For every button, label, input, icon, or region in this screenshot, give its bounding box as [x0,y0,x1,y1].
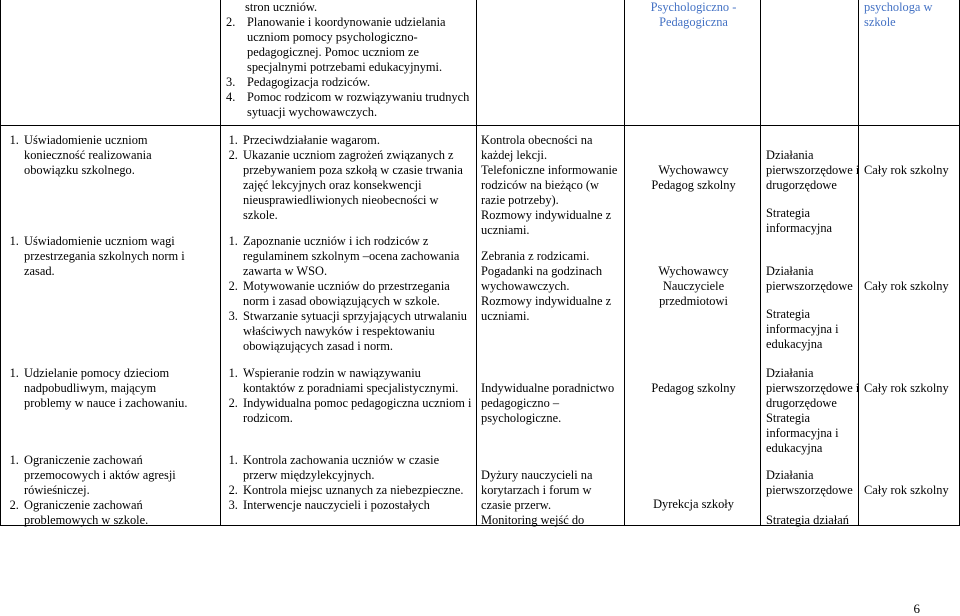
row-divider [0,125,960,126]
forms-cell: Działania pierwszorzędowe Strategia działań [766,468,853,527]
list-item: 1. Udzielanie pomocy dzieciom nadpobudliwym, mającym problemy w nauce i zachowaniu. [22,366,205,411]
responsible-cell: Wychowawcy Nauczyciele przedmiotowi [658,264,729,308]
top-tasks-cell [224,0,476,120]
methods-cell: Indywidualne poradnictwo pedagogiczno – psychologiczne. [481,381,615,425]
list-item: 1. Uświadomienie uczniom konieczność realizowania obowiązku szkolnego. [22,133,205,178]
tasks-cell [224,366,476,426]
term-cell: Cały rok szkolny [864,279,949,293]
forms-cell: Działania pierwszorzędowe i drugorzędowe Strategia informacyjna i edukacyjna [766,366,860,455]
table-border-left [0,0,1,525]
tasks-cell [224,234,476,354]
list-item: 2. Motywowanie uczniów do przestrzegania norm i zasad obowiązujących w szkole. [241,279,476,309]
list-item: 2. Planowanie i koordynowanie udzielania uczniom pomocy psychologiczno-pedagogicznej. Pomoc uczniom ze specjalnymi potrzebami edukacyjnymi. [226,15,446,74]
list-item: 1. Zapoznanie uczniów i ich rodziców z regulaminem szkolnym –ocena zachowania zawarta w WSO. [241,234,476,279]
list-item: 1. Kontrola zachowania uczniów w czasie przerw międzylekcyjnych. [241,453,476,483]
top-form-cell: Psychologiczno - Pedagogiczna [650,0,737,29]
responsible-cell: Dyrekcja szkoły [653,497,734,511]
goals-cell [5,133,205,178]
term-cell: Cały rok szkolny [864,483,949,497]
forms-cell: Działania pierwszorzędowe Strategia informacyjna i edukacyjna [766,264,853,351]
list-item: 3. Stwarzanie sytuacji sprzyjających utrwalaniu właściwych nawyków i respektowaniu obowiązujących zasad i norm. [241,309,476,354]
list-item: 1. Ograniczenie zachowań przemocowych i aktów agresji rówieśniczej. [22,453,205,498]
list-item: 1. Wspieranie rodzin w nawiązywaniu kontaktów z poradniami specjalistycznymi. [241,366,476,396]
top-term-cell: psychologa w szkole [864,0,933,29]
forms-cell: Działania pierwszorzędowe i drugorzędowe Strategia informacyjna [766,148,860,235]
methods-cell: Dyżury nauczycieli na korytarzach i forum w czasie przerw. Monitoring wejść do [481,468,593,527]
column-divider [760,0,761,525]
top-task-list [224,15,476,120]
methods-cell: Zebrania z rodzicami. Pogadanki na godzinach wychowawczych. Rozmowy indywidualne z uczniami. [481,249,612,323]
methods-cell: Kontrola obecności na każdej lekcji. Telefoniczne informowanie rodziców na bieżąco (w razie potrzeby). Rozmowy indywidualne z uczniami. [481,133,618,237]
term-cell: Cały rok szkolny [864,163,949,177]
page-number: 6 [913,601,920,616]
term-cell: Cały rok szkolny [864,381,949,395]
goals-cell [5,366,205,411]
list-item: 3. Pedagogizacja rodziców. [226,75,371,89]
list-item: 2. Ograniczenie zachowań problemowych w szkole. [22,498,205,528]
goals-cell [5,453,205,528]
list-item: 2. Indywidualna pomoc pedagogiczna uczniom i rodzicom. [241,396,476,426]
list-item: 1. Uświadomienie uczniom wagi przestrzegania szkolnych norm i zasad. [22,234,205,279]
tasks-cell [224,133,476,223]
column-divider [220,0,221,525]
goals-cell [5,234,205,279]
list-item: 2. Kontrola miejsc uznanych za niebezpieczne. [241,483,476,498]
responsible-cell: Pedagog szkolny [651,381,736,395]
list-item: 1. Przeciwdziałanie wagarom. [241,133,476,148]
tasks-cell [224,453,476,513]
responsible-cell: Wychowawcy Pedagog szkolny [651,163,736,192]
task-text: stron uczniów. [245,0,318,14]
list-item: 4. Pomoc rodzicom w rozwiązywaniu trudnych sytuacji wychowawczych. [226,90,470,119]
column-divider [624,0,625,525]
list-item: 3. Interwencje nauczycieli i pozostałych [241,498,476,513]
list-item: 2. Ukazanie uczniom zagrożeń związanych z przebywaniem poza szkołą w czasie trwania zajęć lekcyjnych oraz konsekwencji nieusprawiedliwionych nieobecności w szkole. [241,148,476,223]
column-divider [476,0,477,525]
